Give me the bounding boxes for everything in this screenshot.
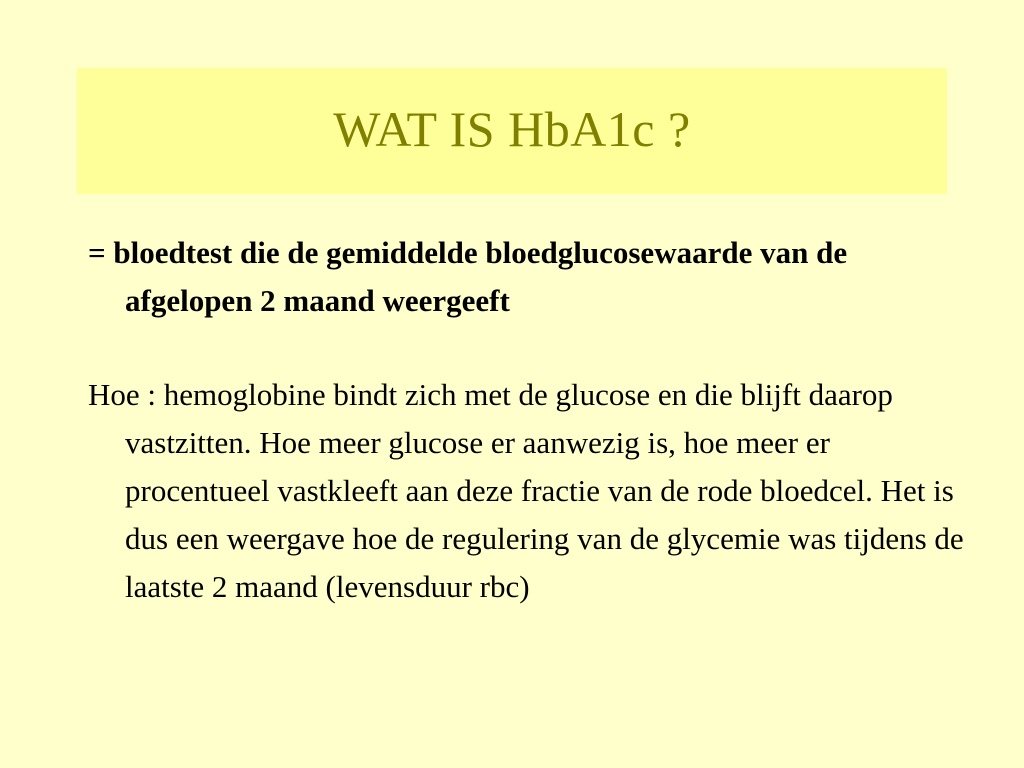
explanation-paragraph: Hoe : hemoglobine bindt zich met de glucose en die blijft daarop vastzitten. Hoe meer glucose er aanwezig is, hoe meer er procentueel vastkleeft aan deze fractie van de rode bloedcel. Het is dus een weergave hoe de regulering van de glycemie was tijdens de laatste 2 maand (levensduur rbc) <box>88 377 964 604</box>
slide-title: WAT IS HbA1c ? <box>333 101 691 157</box>
definition-paragraph: = bloedtest die de gemiddelde bloedglucosewaarde van de afgelopen 2 maand weergeeft <box>88 235 848 318</box>
title-box <box>77 68 947 194</box>
slide-body <box>88 229 964 611</box>
